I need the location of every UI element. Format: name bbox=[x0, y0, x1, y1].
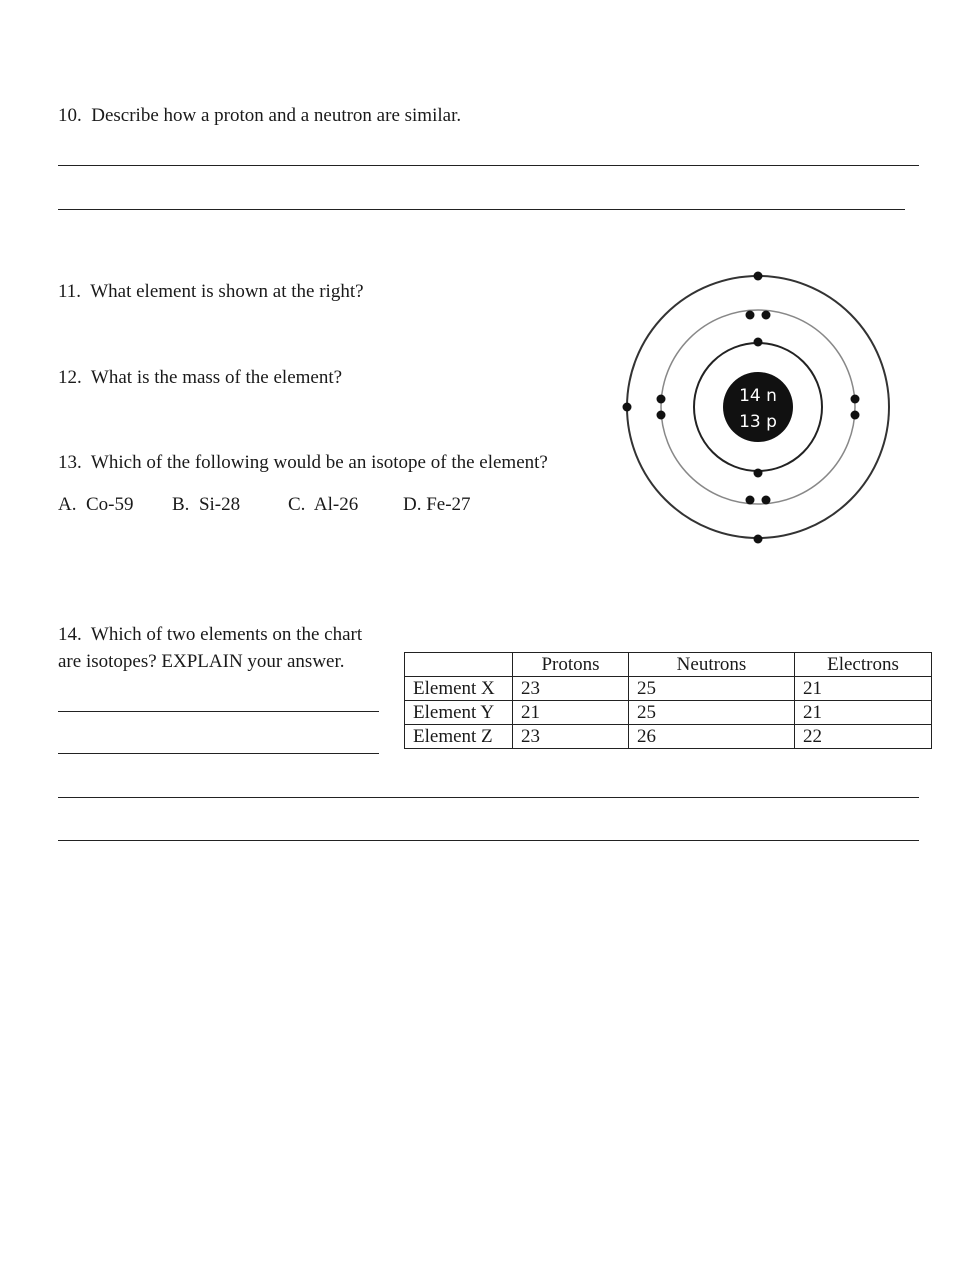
electron bbox=[851, 395, 860, 404]
choice-a[interactable]: A. Co-59 bbox=[58, 494, 134, 515]
table-cell: 26 bbox=[629, 725, 795, 749]
table-cell: 22 bbox=[795, 725, 932, 749]
nucleus-neutrons: 14 n bbox=[739, 386, 777, 406]
table-header-cell: Electrons bbox=[795, 653, 932, 677]
electron bbox=[762, 311, 771, 320]
question-13-number: 13. bbox=[58, 452, 82, 473]
table-cell: 23 bbox=[513, 677, 629, 701]
electron bbox=[754, 535, 763, 544]
table-header-cell: Protons bbox=[513, 653, 629, 677]
answer-line-14a[interactable] bbox=[58, 711, 379, 712]
table-header-cell bbox=[405, 653, 513, 677]
question-13-text: Which of the following would be an isotope of the element? bbox=[90, 452, 548, 473]
electron bbox=[623, 403, 632, 412]
table-row bbox=[405, 701, 932, 725]
electron bbox=[657, 411, 666, 420]
table-row bbox=[405, 677, 932, 701]
question-12-text: What is the mass of the element? bbox=[90, 367, 343, 388]
choice-b[interactable]: B. Si-28 bbox=[172, 494, 241, 515]
table-cell: Element Y bbox=[405, 701, 513, 725]
nucleus-protons: 13 p bbox=[739, 412, 777, 432]
question-14-text-1: Which of two elements on the chart bbox=[90, 624, 363, 645]
answer-line-14c[interactable] bbox=[58, 797, 919, 798]
table-cell: 21 bbox=[513, 701, 629, 725]
question-11 bbox=[58, 282, 364, 301]
question-11-number: 11. bbox=[58, 281, 82, 302]
answer-line-10b[interactable] bbox=[58, 209, 905, 210]
choice-c[interactable]: C. Al-26 bbox=[288, 494, 359, 515]
table-cell: 25 bbox=[629, 701, 795, 725]
electron bbox=[746, 496, 755, 505]
table-cell: Element X bbox=[405, 677, 513, 701]
choice-d[interactable]: D. Fe-27 bbox=[403, 494, 471, 515]
question-14-number: 14. bbox=[58, 624, 82, 645]
table-header-cell: Neutrons bbox=[629, 653, 795, 677]
table-cell: 21 bbox=[795, 677, 932, 701]
question-13 bbox=[58, 453, 548, 472]
question-14-line-2: are isotopes? EXPLAIN your answer. bbox=[58, 651, 345, 672]
bohr-atom-diagram bbox=[615, 266, 903, 550]
question-10 bbox=[58, 106, 461, 125]
answer-line-10a[interactable] bbox=[58, 165, 919, 166]
electron bbox=[754, 338, 763, 347]
question-14-line-1 bbox=[58, 625, 362, 644]
table-cell: 25 bbox=[629, 677, 795, 701]
electron bbox=[762, 496, 771, 505]
question-10-text: Describe how a proton and a neutron are similar. bbox=[91, 105, 462, 126]
question-10-number: 10. bbox=[58, 105, 82, 126]
question-11-text: What element is shown at the right? bbox=[90, 281, 364, 302]
elements-table bbox=[404, 652, 932, 749]
electron bbox=[754, 469, 763, 478]
answer-line-14b[interactable] bbox=[58, 753, 379, 754]
table-header-row bbox=[405, 653, 932, 677]
table-cell: 21 bbox=[795, 701, 932, 725]
electron bbox=[746, 311, 755, 320]
table-cell: Element Z bbox=[405, 725, 513, 749]
question-12 bbox=[58, 368, 342, 387]
table-row bbox=[405, 725, 932, 749]
answer-line-14d[interactable] bbox=[58, 840, 919, 841]
electron bbox=[851, 411, 860, 420]
electron bbox=[754, 272, 763, 281]
question-12-number: 12. bbox=[58, 367, 82, 388]
electron bbox=[657, 395, 666, 404]
table-cell: 23 bbox=[513, 725, 629, 749]
